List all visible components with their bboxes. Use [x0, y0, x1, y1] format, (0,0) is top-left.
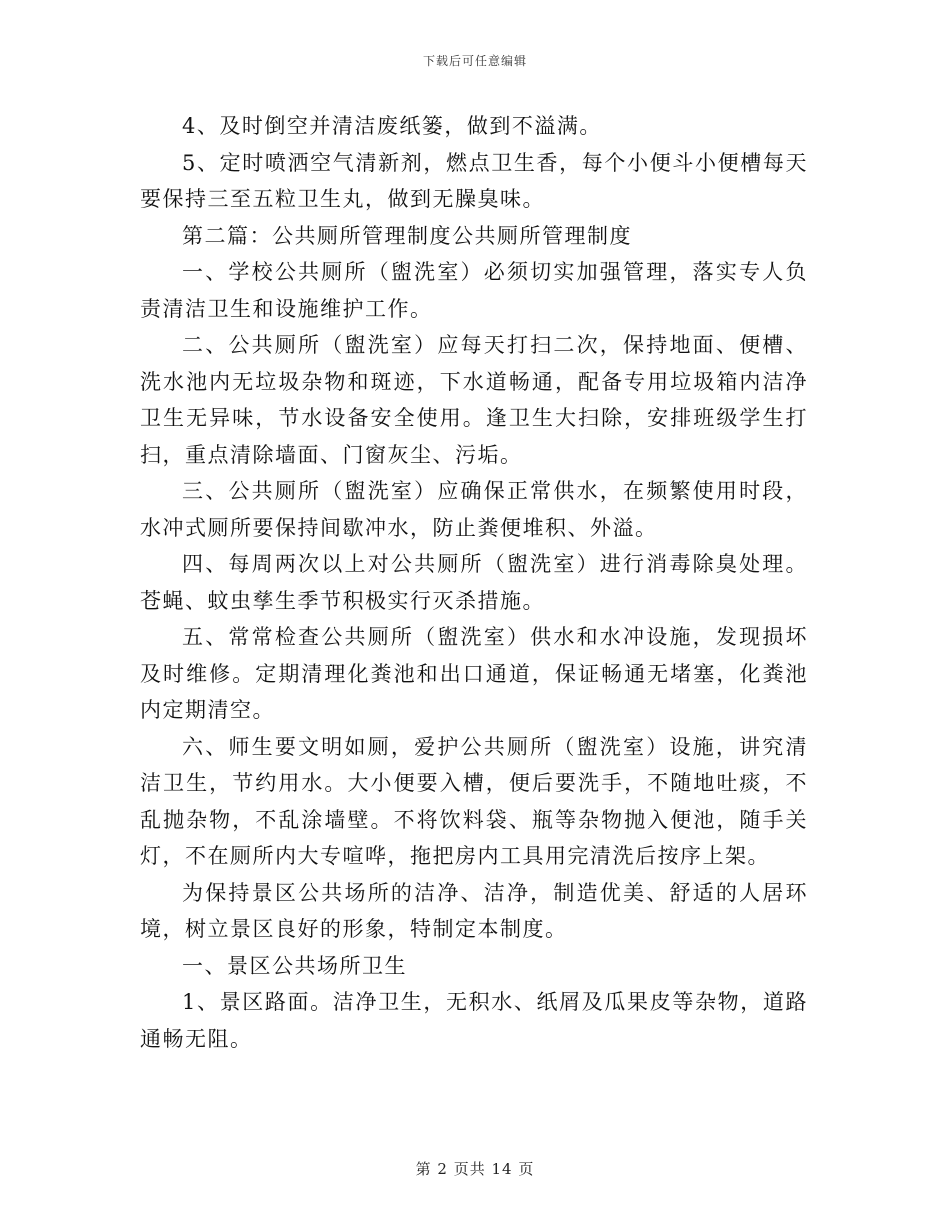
- paragraph-3: 一、学校公共厕所（盥洗室）必须切实加强管理，落实专人负责清洁卫生和设施维护工作。: [140, 260, 808, 321]
- paragraph-8: 六、师生要文明如厕，爱护公共厕所（盥洗室）设施，讲究清洁卫生，节约用水。大小便要入槽，便后要洗手，不随地吐痰，不乱抛杂物，不乱涂墙壁。不将饮料袋、瓶等杂物抛入便池，随手关灯，不在厕所内大专喧哗，拖把房内工具用完清洗后按序上架。: [140, 734, 808, 868]
- paragraph-6: 四、每周两次以上对公共厕所（盥洗室）进行消毒除臭处理。苍蝇、蚊虫孳生季节积极实行灭杀措施。: [140, 552, 808, 613]
- paragraph-7: 五、常常检查公共厕所（盥洗室）供水和水冲设施，发现损坏及时维修。定期清理化粪池和出口通道，保证畅通无堵塞，化粪池内定期清空。: [140, 625, 808, 722]
- paragraph-9: 为保持景区公共场所的洁净、洁净，制造优美、舒适的人居环境，树立景区良好的形象，特制定本制度。: [140, 880, 808, 941]
- subsection-heading: 一、景区公共场所卫生: [182, 953, 407, 978]
- page-header: 下载后可任意编辑: [422, 54, 527, 68]
- paragraph-10: 1、景区路面。洁净卫生，无积水、纸屑及瓜果皮等杂物，道路通畅无阻。: [140, 990, 808, 1051]
- paragraph-1: 4、及时倒空并清洁废纸篓，做到不溢满。: [182, 114, 602, 138]
- page-footer: 第 2 页共 14 页: [415, 1160, 535, 1178]
- paragraph-4: 二、公共厕所（盥洗室）应每天打扫二次，保持地面、便槽、洗水池内无垃圾杂物和斑迹，下水道畅通，配备专用垃圾箱内洁净卫生无异味，节水设备安全使用。逢卫生大扫除，安排班级学生打扫，重点清除墙面、门窗灰尘、污垢。: [140, 333, 808, 467]
- document-body: [140, 108, 808, 1057]
- paragraph-5: 三、公共厕所（盥洗室）应确保正常供水，在频繁使用时段，水冲式厕所要保持间歇冲水，防止粪便堆积、外溢。: [140, 479, 808, 540]
- section-heading: 第二篇：公共厕所管理制度公共厕所管理制度: [182, 223, 632, 248]
- paragraph-2: 5、定时喷洒空气清新剂，燃点卫生香，每个小便斗小便槽每天要保持三至五粒卫生丸，做到无臊臭味。: [140, 150, 808, 211]
